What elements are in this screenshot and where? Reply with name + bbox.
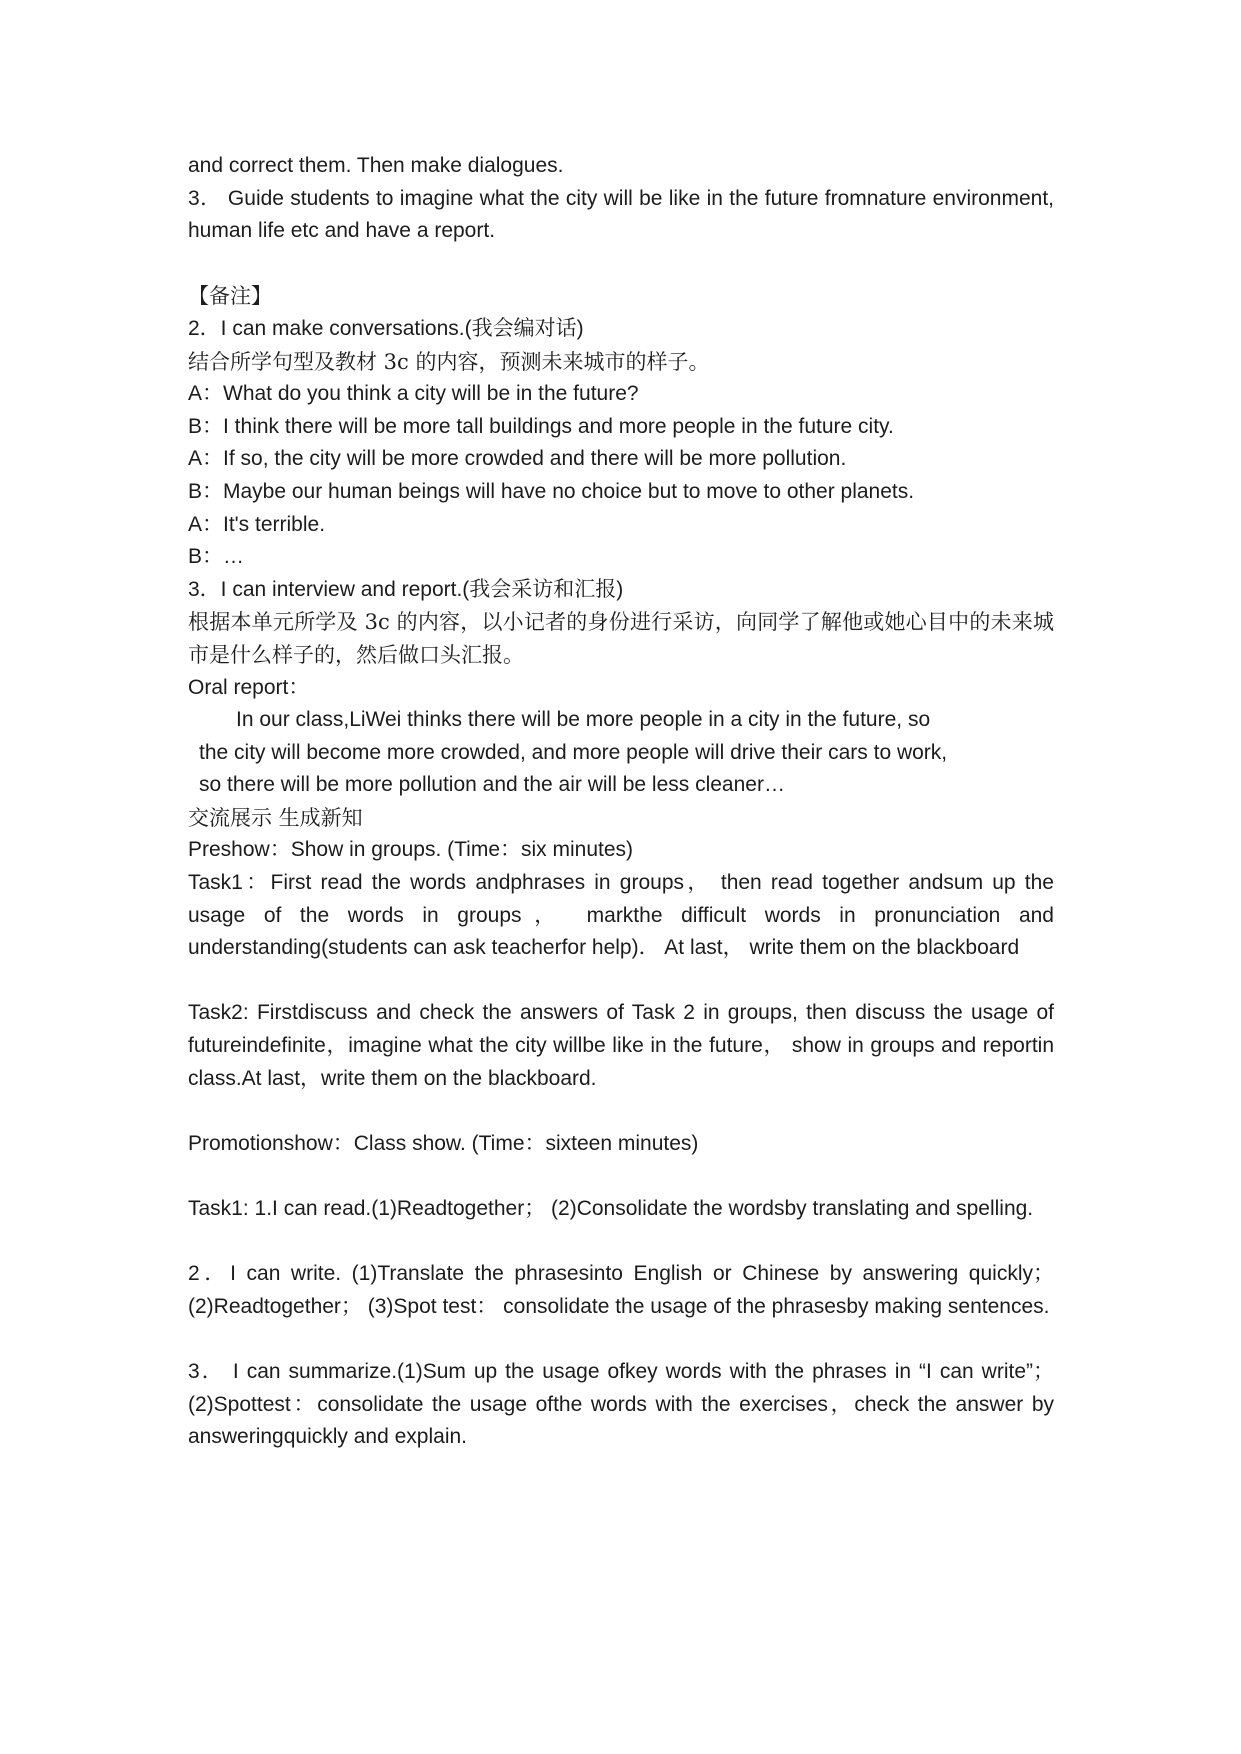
interview-instruction: 根据本单元所学及 3c 的内容，以小记者的身份进行采访，向同学了解他或她心目中的未来城市是什么样子的，然后做口头汇报。 [188,610,1054,667]
spacer [188,1226,1054,1259]
oral-report-line: the city will become more crowded, and more people will drive their cars to work, [199,740,948,764]
promotion-item-1: Task1: 1.I can read.(1)Readtogether； (2)Consolidate the wordsby translating and spelling. [188,1197,1034,1220]
spacer [188,248,1054,281]
oral-report-line: so there will be more pollution and the air will be less cleaner… [199,773,785,797]
dialogue-line: A：If so, the city will be more crowded and there will be more pollution. [188,447,847,471]
dialogue-line: B：Maybe our human beings will have no choice but to move to other planets. [188,479,915,503]
promotion-line: Promotionshow：Class show. (Time：sixteen minutes) [188,1131,699,1155]
dialogue-line: A：It's terrible. [188,512,326,536]
preshow-task-1: Task1：First read the words andphrases in groups， then read together andsum up the usage of the words in groups， markthe difficult words in pronunciation and understanding(students can ask teacherfor help)． At last， write them on the blackboard [188,871,1054,960]
promotion-item-3: 3． I can summarize.(1)Sum up the usage ofkey words with the phrases in “I can write”；(2)Spottest：consolidate the usage ofthe words with the exercises，check the answer by answeringquickly and explain. [188,1359,1054,1449]
conversation-instruction: 结合所学句型及教材 3c 的内容，预测未来城市的样子。 [188,349,710,374]
oral-report-label: Oral report： [188,675,310,699]
exchange-title: 交流展示 生成新知 [188,805,363,830]
preshow-line: Preshow：Show in groups. (Time：six minutes) [188,838,634,862]
promotion-item-2: 2．I can write. (1)Translate the phrasesinto English or Chinese by answering quickly；(2)Readtogether； (3)Spot test： consolidate the usage of the phrasesby making sentences. [188,1262,1054,1318]
spacer [188,965,1054,998]
spacer [188,1160,1054,1193]
conversation-heading: 2．I can make conversations.(我会编对话) [188,316,584,340]
oral-report-line: In our class,LiWei thinks there will be more people in a city in the future, so [236,708,931,732]
spacer [188,1095,1054,1128]
intro-line: and correct them. Then make dialogues. [188,154,564,177]
dialogue-line: A：What do you think a city will be in the future? [188,382,639,406]
spacer [188,1323,1054,1356]
intro-item-3: 3． Guide students to imagine what the city will be like in the future fromnature environment, human life etc and have a report. [188,186,1054,243]
preshow-task-2: Task2: Firstdiscuss and check the answers of Task 2 in groups, then discuss the usage of futureindefinite，imagine what the city willbe like in the future， show in groups and reportin class.At last，write them on the blackboard. [188,1001,1054,1090]
dialogue-line: B：… [188,545,245,569]
dialogue-line: B：I think there will be more tall buildings and more people in the future city. [188,414,894,438]
notes-heading: 【备注】 [188,284,272,309]
document-page [188,150,1054,1454]
interview-heading: 3．I can interview and report.(我会采访和汇报) [188,577,624,601]
